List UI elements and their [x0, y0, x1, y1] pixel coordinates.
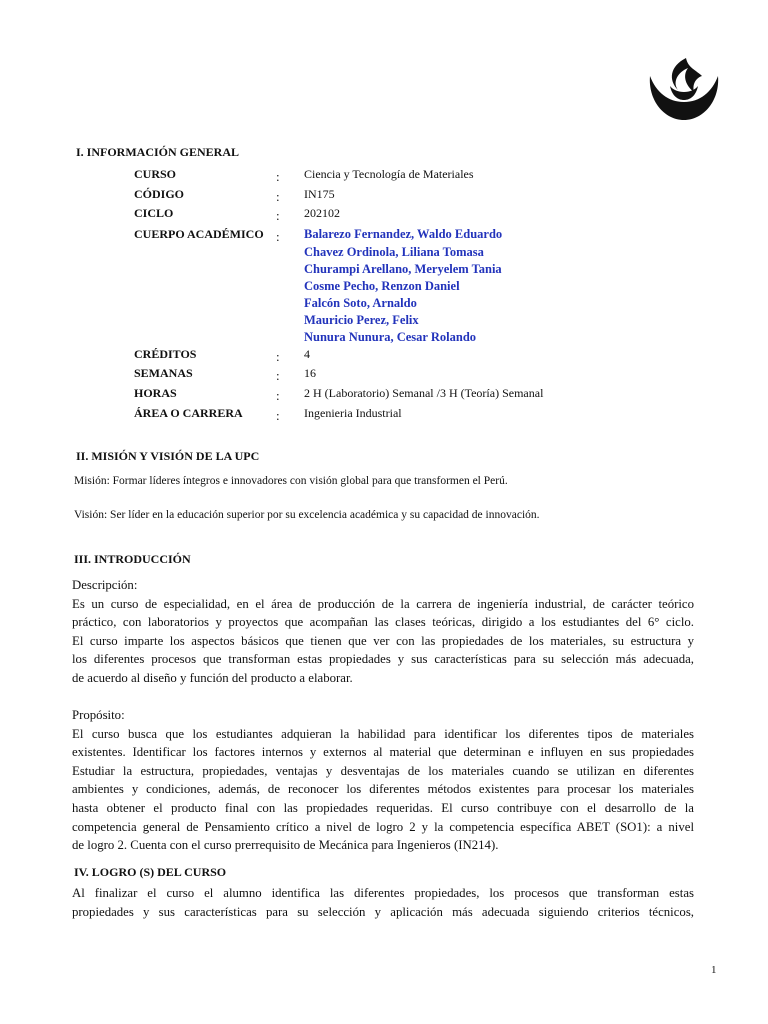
colon: : [276, 368, 280, 383]
label-semanas: SEMANAS [134, 366, 193, 380]
label-ciclo: CICLO [134, 206, 174, 220]
colon: : [276, 408, 280, 423]
descripcion-label: Descripción: [72, 578, 138, 592]
proposito-block [72, 706, 694, 855]
faculty-member: Nunura Nunura, Cesar Rolando [304, 330, 477, 344]
paragraph-line: existentes. Identificar los factores internos y externos al material que determinan e influyen en sus propiedades [72, 745, 694, 760]
colon: : [276, 189, 280, 204]
page-number: 1 [711, 964, 717, 976]
section-title-informacion-general: I. INFORMACIÓN GENERAL [76, 145, 240, 159]
colon: : [276, 349, 280, 364]
faculty-member: Churampi Arellano, Meryelem Tania [304, 262, 502, 276]
label-curso: CURSO [134, 167, 177, 181]
paragraph-line: de logro 2. Cuenta con el curso prerrequisito de Mecánica para Ingenieros (IN214). [72, 838, 499, 853]
value-ciclo: 202102 [304, 206, 340, 220]
colon: : [276, 229, 280, 244]
value-creditos: 4 [304, 347, 310, 361]
section-title-introduccion: III. INTRODUCCIÓN [74, 552, 191, 566]
mision-text: Misión: Formar líderes íntegros e innovadores con visión global para que transformen el Perú. [74, 475, 508, 487]
paragraph-line: ambientes y condiciones, además, de reconocer los diferentes métodos existentes para procesar los materiales [72, 782, 694, 797]
label-cuerpo-academico: CUERPO ACADÉMICO [134, 227, 264, 241]
faculty-member: Mauricio Perez, Felix [304, 313, 419, 327]
colon: : [276, 208, 280, 223]
label-horas: HORAS [134, 386, 177, 400]
faculty-member: Balarezo Fernandez, Waldo Eduardo [304, 227, 503, 241]
label-creditos: CRÉDITOS [134, 347, 197, 361]
descripcion-block [72, 576, 694, 688]
colon: : [276, 388, 280, 403]
value-horas: 2 H (Laboratorio) Semanal /3 H (Teoría) Semanal [304, 386, 544, 400]
paragraph-line: los diferentes procesos que transforman estas propiedades y sus características para su selección más adecuada, [72, 652, 694, 667]
paragraph-line: competencia general de Pensamiento crítico a nivel de logro 2 y la competencia específica ABET (SO1): a nivel [72, 819, 694, 834]
colon: : [276, 169, 280, 184]
logro-block [72, 884, 694, 921]
section-title-mision-vision: II. MISIÓN Y VISIÓN DE LA UPC [76, 449, 260, 463]
faculty-member: Cosme Pecho, Renzon Daniel [304, 279, 460, 293]
value-area: Ingenieria Industrial [304, 406, 402, 420]
value-semanas: 16 [304, 366, 316, 380]
paragraph-line: propiedades y sus características para su selección y aplicación más adecuada siguiendo criterios técnicos, [72, 904, 694, 919]
faculty-member: Falcón Soto, Arnaldo [304, 296, 417, 310]
paragraph-line: El curso imparte los aspectos básicos que tienen que ver con las propiedades de los materiales, su estructura y [72, 633, 694, 648]
paragraph-line: El curso busca que los estudiantes adquieran la habilidad para identificar los diferentes tipos de materiales [72, 726, 694, 741]
value-curso: Ciencia y Tecnología de Materiales [304, 167, 474, 181]
paragraph-line: Al finalizar el curso el alumno identifica las diferentes propiedades, los procesos que transforman estas [72, 886, 694, 900]
label-area: ÁREA O CARRERA [134, 406, 243, 420]
paragraph-line: hasta obtener el producto final con las propiedades requeridas. El curso contribuye con el desarrollo de la [72, 800, 694, 815]
label-codigo: CÓDIGO [134, 187, 185, 201]
value-codigo: IN175 [304, 187, 335, 201]
paragraph-line: práctico, con laboratorios y proyectos que acompañan las clases teóricas, dirigido a los estudiantes del 6° ciclo. [72, 615, 694, 630]
paragraph-line: Estudiar la estructura, propiedades, ventajas y desventajas de los materiales cuando se utilizan en diferentes [72, 763, 694, 778]
proposito-label: Propósito: [72, 708, 125, 722]
paragraph-line: de acuerdo al diseño y función del producto a elaborar. [72, 670, 353, 685]
vision-text: Visión: Ser líder en la educación superior por su excelencia académica y su capacidad de innovación. [74, 509, 540, 521]
upc-logo [646, 56, 722, 122]
faculty-member: Chavez Ordinola, Liliana Tomasa [304, 245, 484, 259]
section-title-logro: IV. LOGRO (S) DEL CURSO [74, 865, 227, 879]
paragraph-line: Es un curso de especialidad, en el área de producción de la carrera de ingeniería industrial, de carácter teórico [72, 596, 694, 611]
